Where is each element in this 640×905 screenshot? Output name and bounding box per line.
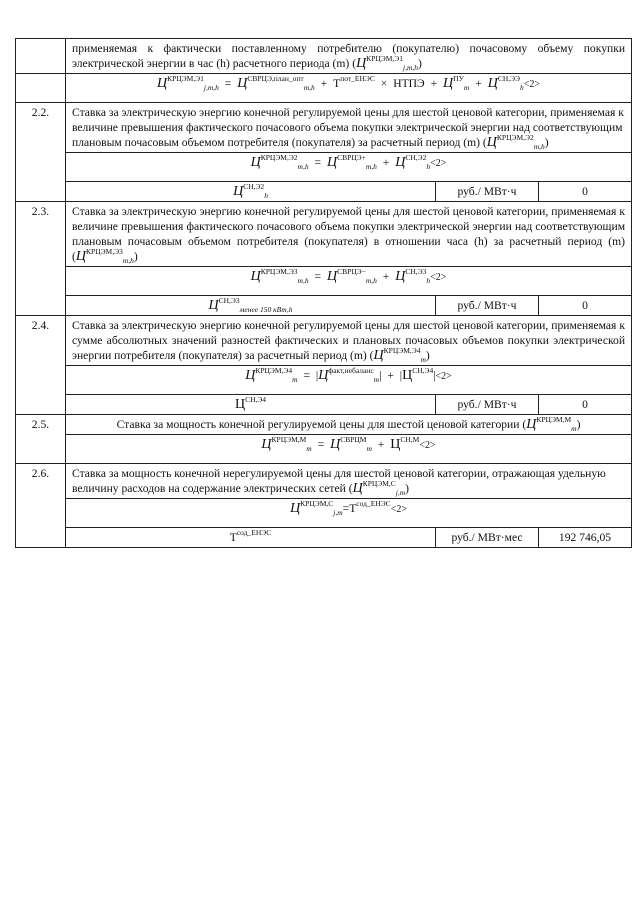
- table-row-2-5: [16, 415, 632, 435]
- symbol-c: Ц: [250, 155, 261, 170]
- symbol-t: Т: [229, 531, 237, 544]
- table-row-2-3: [16, 202, 632, 267]
- sup: сод_ЕНЭС: [236, 528, 272, 537]
- symbol-c: Ц: [290, 501, 301, 516]
- symbol-c: Ц: [395, 155, 406, 170]
- op-times: ×: [380, 77, 388, 90]
- value-cell: 0: [539, 182, 632, 202]
- footnote-ref: <2>: [430, 158, 447, 169]
- value-label: [66, 528, 436, 548]
- sup: факт,небаланс: [328, 366, 374, 375]
- symbol-c: Ц: [326, 269, 338, 284]
- param-sub: m: [420, 355, 426, 364]
- table-row-2-2: [16, 103, 632, 153]
- value-label: [66, 395, 436, 415]
- symbol-c: Ц: [156, 76, 168, 91]
- sup: КРЦЭМ,Э2: [260, 153, 298, 162]
- sub: h: [426, 276, 431, 285]
- sup: СВРЦЭ−: [337, 267, 366, 276]
- sup: СВРЦМ: [340, 435, 367, 444]
- op-plus: +: [382, 270, 390, 283]
- sub: h: [264, 191, 268, 200]
- sup: СН,Э4: [412, 366, 434, 375]
- op-eq: =: [317, 438, 325, 451]
- symbol-c: Ц: [237, 76, 248, 91]
- op-plus: +: [475, 77, 482, 90]
- sup: КРЦЭМ,Э3: [260, 267, 298, 276]
- tariff-table: [15, 38, 632, 548]
- op-eq: =: [224, 77, 232, 90]
- unit-cell: руб./ МВт·мес: [436, 528, 539, 548]
- table-row-formula: [16, 435, 632, 464]
- formula: [66, 435, 632, 464]
- sup: сод_ЕНЭС: [356, 499, 391, 508]
- symbol-c: Ц: [75, 249, 86, 264]
- symbol-t: Т: [333, 77, 341, 90]
- symbol-c: Ц: [318, 368, 329, 383]
- sup: СН,Э2: [243, 182, 265, 191]
- unit-cell: руб./ МВт·ч: [436, 182, 539, 202]
- param-sup: КРЦЭМ,Э3: [86, 247, 123, 256]
- sub: m,h: [297, 276, 309, 285]
- table-row-value: [16, 296, 632, 316]
- sub: m,h: [297, 162, 309, 171]
- sup: СН,Э2: [405, 153, 427, 162]
- param-sub: m: [571, 424, 577, 433]
- sup: СН,М: [400, 435, 420, 444]
- row-number: 2.5.: [16, 415, 66, 464]
- op-eq: =: [314, 270, 322, 283]
- sub: m,h: [303, 83, 315, 92]
- sup: СН,Э4: [245, 395, 267, 404]
- value-cell: 0: [539, 296, 632, 316]
- sup: ПУ: [453, 74, 464, 83]
- symbol-c: Ц: [326, 155, 338, 170]
- symbol-c: Ц: [352, 481, 363, 496]
- sub: m: [366, 444, 372, 453]
- param-sup: КРЦЭМ,М: [536, 415, 572, 424]
- symbol-c: Ц: [373, 348, 384, 363]
- symbol-ntpe: НТПЭ: [393, 77, 425, 90]
- sup: СН,ЭЭ: [497, 74, 521, 83]
- footnote-ref: <2>: [435, 371, 452, 382]
- param-sub: j,m: [395, 488, 406, 497]
- table-row-formula: [16, 366, 632, 395]
- param-sub: m,h: [533, 142, 545, 151]
- sub: менее 150 кВт,h: [239, 305, 293, 314]
- op-plus: +: [377, 438, 385, 451]
- rate-description: Ставка за мощность конечной регулируемой цены для шестой ценовой категории $(Ц^{КРЦЭМ,М}_m)$: [66, 415, 632, 435]
- table-row-continuation: [16, 39, 632, 74]
- symbol-c: Ц: [208, 298, 219, 313]
- footnote-ref: <2>: [390, 504, 407, 515]
- symbol-c: Ц: [233, 184, 244, 199]
- symbol-c: Ц: [487, 76, 498, 91]
- sub: m: [463, 83, 470, 92]
- sup: КРЦЭМ,Э1: [167, 74, 204, 83]
- table-row-formula: [16, 74, 632, 103]
- symbol-c: Ц: [395, 269, 406, 284]
- op-abs: |: [379, 369, 382, 382]
- op-abs: |: [315, 369, 319, 382]
- formula: [66, 499, 632, 528]
- row-number: 2.3.: [16, 202, 66, 316]
- sup: СН,Э3: [405, 267, 427, 276]
- symbol-c: Ц: [390, 437, 401, 452]
- rate-description: Ставка за электрическую энергию конечной регулируемой цены для шестой ценовой категории, применяемая к сумме абсолютных значений разностей фактических и плановых почасовых объемов покупки электрической энергии потребителя (покупателя) за расчетный период (m) $(Ц^{КРЦЭМ,Э4}_m)$: [66, 316, 632, 366]
- description-text: применяемая к фактически поставленному потребителю (покупателю) почасовому объему покупки электрической энергии в час (h) расчетного периода (m): [72, 42, 626, 70]
- sub: j,m: [333, 508, 343, 517]
- formula: [66, 267, 632, 296]
- op-plus: +: [387, 369, 394, 382]
- row-number: 2.6.: [16, 464, 66, 548]
- formula: [66, 366, 632, 395]
- description-text: Ставка за электрическую энергию конечной регулируемой цены для шестой ценовой категории, применяемая к сумме абсолютных значений разностей фактических и плановых почасовых объемов покупки электрической энергии потребителя (покупателя) за расчетный период (m): [72, 319, 626, 362]
- symbol-t: Т: [349, 502, 357, 515]
- param-sup: КРЦЭМ,Э4: [383, 346, 421, 355]
- number-cell-empty: [16, 39, 66, 74]
- table-row-2-6: [16, 464, 632, 499]
- description-text: Ставка за электрическую энергию конечной регулируемой цены для шестой ценовой категории, применяемая к величине превышения фактического почасового объема покупки электрической энергии над соответствующим плановым почасовым объемом потребителя (покупателя) за расчетный период (m): [72, 106, 624, 149]
- sup: СН,Э3: [218, 296, 240, 305]
- number-cell-empty: [16, 74, 66, 103]
- symbol-c: Ц: [234, 397, 246, 412]
- footnote-ref: <2>: [419, 440, 436, 451]
- param-sub: j,m,h: [403, 63, 418, 72]
- symbol-c: Ц: [261, 437, 272, 452]
- sub: m: [373, 375, 380, 384]
- sub: m,h: [365, 276, 377, 285]
- sup: КРЦЭМ,Э4: [255, 366, 293, 375]
- op-plus: +: [320, 77, 328, 90]
- param-sup: КРЦЭМ,Э1: [366, 54, 403, 63]
- footnote-ref: <2>: [430, 272, 447, 283]
- op-abs: |: [433, 369, 436, 382]
- table-row-formula: [16, 499, 632, 528]
- row-number: 2.4.: [16, 316, 66, 415]
- op-eq: =: [342, 502, 350, 515]
- symbol-c: Ц: [250, 269, 261, 284]
- symbol-c: Ц: [486, 135, 497, 150]
- table-row-value: [16, 528, 632, 548]
- symbol-c: Ц: [443, 76, 454, 91]
- sub: m: [306, 444, 312, 453]
- sub: m: [292, 375, 298, 384]
- param-sup: КРЦЭМ,Э2: [496, 133, 534, 142]
- table-row-2-4: [16, 316, 632, 366]
- description-text: Ставка за мощность конечной регулируемой цены для шестой ценовой категории: [116, 418, 520, 431]
- formula: [66, 153, 632, 182]
- op-plus: +: [430, 77, 438, 90]
- footnote-ref: <2>: [523, 79, 541, 90]
- description-text: Ставка за мощность конечной нерегулируемой цены для шестой ценовой категории, отражающая удельную величину расходов на содержание электрических сетей: [72, 467, 606, 495]
- formula: [66, 74, 632, 103]
- rate-description: Ставка за мощность конечной нерегулируемой цены для шестой ценовой категории, отражающая удельную величину расходов на содержание электрических сетей $(Ц^{КРЦЭМ,С}_{j,m})$: [66, 464, 632, 499]
- op-eq: =: [314, 156, 322, 169]
- sup: КРЦЭМ,С: [300, 499, 334, 508]
- table-row-formula: [16, 267, 632, 296]
- value-label: [66, 182, 436, 202]
- symbol-c: Ц: [330, 437, 341, 452]
- value-label: [66, 296, 436, 316]
- table-row-value: [16, 182, 632, 202]
- op-plus: +: [382, 156, 390, 169]
- table-row-value: [16, 395, 632, 415]
- symbol-c: Ц: [356, 56, 367, 71]
- sup: КРЦЭМ,М: [271, 435, 307, 444]
- value-cell: 0: [539, 395, 632, 415]
- unit-cell: руб./ МВт·ч: [436, 296, 539, 316]
- unit-cell: руб./ МВт·ч: [436, 395, 539, 415]
- op-abs: |: [399, 369, 403, 382]
- op-eq: =: [303, 369, 310, 382]
- symbol-c: Ц: [245, 368, 256, 383]
- sup: пот_ЕНЭС: [340, 74, 375, 83]
- rate-description: применяемая к фактически поставленному потребителю (покупателю) почасовому объему покупки электрической энергии в час (h) расчетного периода (m) $(Ц^{КРЦЭМ,Э1}_{j,m,h})$: [66, 39, 632, 74]
- rate-description: Ставка за электрическую энергию конечной регулируемой цены для шестой ценовой категории, применяемая к величине превышения фактического почасового объема покупки электрической энергии над соответствующим плановым почасовым объемом потребителя (покупателя) в отношении часа (h) за расчетный период (m) $(Ц^{КРЦЭМ,Э3}_{m,h})$: [66, 202, 632, 267]
- description-text: Ставка за электрическую энергию конечной регулируемой цены для шестой ценовой категории, применяемая к величине превышения фактического почасового объема покупки электрической энергии над соответствующим плановым почасовым объемом потребителя (покупателя) в отношении часа (h) за расчетный период (m): [72, 205, 626, 248]
- sub: j,m,h: [203, 83, 219, 92]
- symbol-c: Ц: [402, 368, 413, 383]
- sup: СВРЦЭ+: [337, 153, 366, 162]
- param-sup: КРЦЭМ,С: [362, 479, 396, 488]
- sub: h: [426, 162, 431, 171]
- param-sub: m,h: [122, 256, 134, 265]
- value-cell: 192 746,05: [539, 528, 632, 548]
- sub: m,h: [365, 162, 377, 171]
- symbol-c: Ц: [526, 417, 537, 432]
- rate-description: Ставка за электрическую энергию конечной регулируемой цены для шестой ценовой категории, применяемая к величине превышения фактического почасового объема покупки электрической энергии над соответствующим плановым почасовым объемом потребителя (покупателя) за расчетный период (m) $(Ц^{КРЦЭМ,Э2}_{m,h})$: [66, 103, 632, 153]
- row-number: 2.2.: [16, 103, 66, 202]
- sub: h: [520, 83, 524, 92]
- sup: СВРЦЭ,план_опт: [247, 74, 304, 83]
- table-row-formula: [16, 153, 632, 182]
